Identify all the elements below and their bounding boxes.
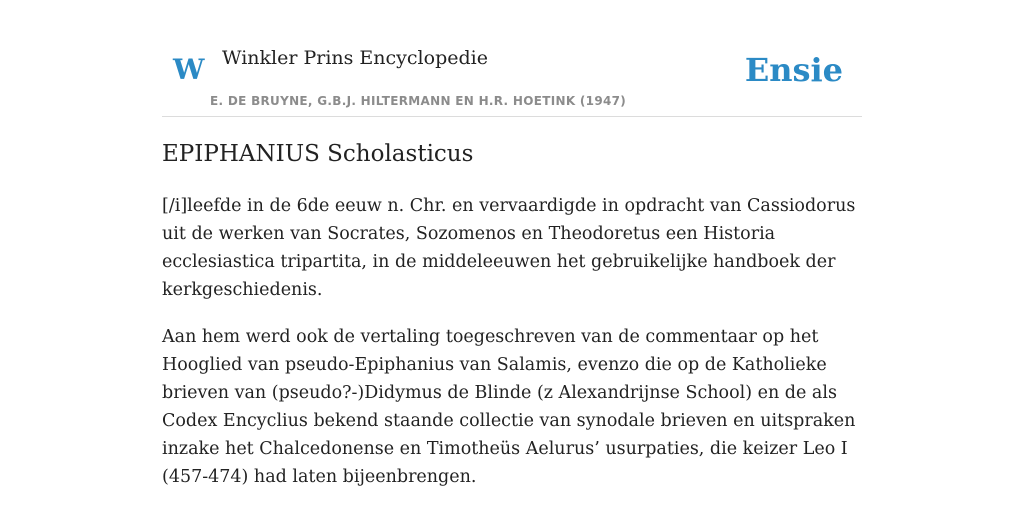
publication-title[interactable]: Winkler Prins Encyclopedie — [222, 47, 488, 69]
ensie-logo[interactable]: Ensie — [744, 51, 843, 89]
entry-title: EPIPHANIUS Scholasticus — [162, 141, 474, 167]
page — [162, 0, 862, 512]
winkler-prins-logo[interactable]: W — [173, 53, 205, 86]
entry-paragraph: [/i]leefde in de 6de eeuw n. Chr. en vervaardigde in opdracht van Cassiodorus uit de werken van Socrates, Sozomenos en Theodoretus een Historia ecclesiastica tripartita, in de middeleeuwen het gebruikelijke handboek der kerkgeschiedenis. — [162, 196, 856, 300]
site-header — [162, 0, 862, 117]
publication-authors: E. DE BRUYNE, G.B.J. HILTERMANN EN H.R. HOETINK (1947) — [210, 94, 627, 108]
entry-content — [162, 192, 862, 510]
entry-paragraph: Aan hem werd ook de vertaling toegeschreven van de commentaar op het Hooglied van pseudo-Epiphanius van Salamis, evenzo die op de Katholieke brieven van (pseudo?-)Didymus de Blinde (z Alexandrijnse School) en de als Codex Encyclius bekend staande collectie van synodale brieven en uitspraken inzake het Chalcedonense en Timotheüs Aelurus’ usurpaties, die keizer Leo I (457-474) had laten bijeenbrengen. — [162, 327, 856, 487]
